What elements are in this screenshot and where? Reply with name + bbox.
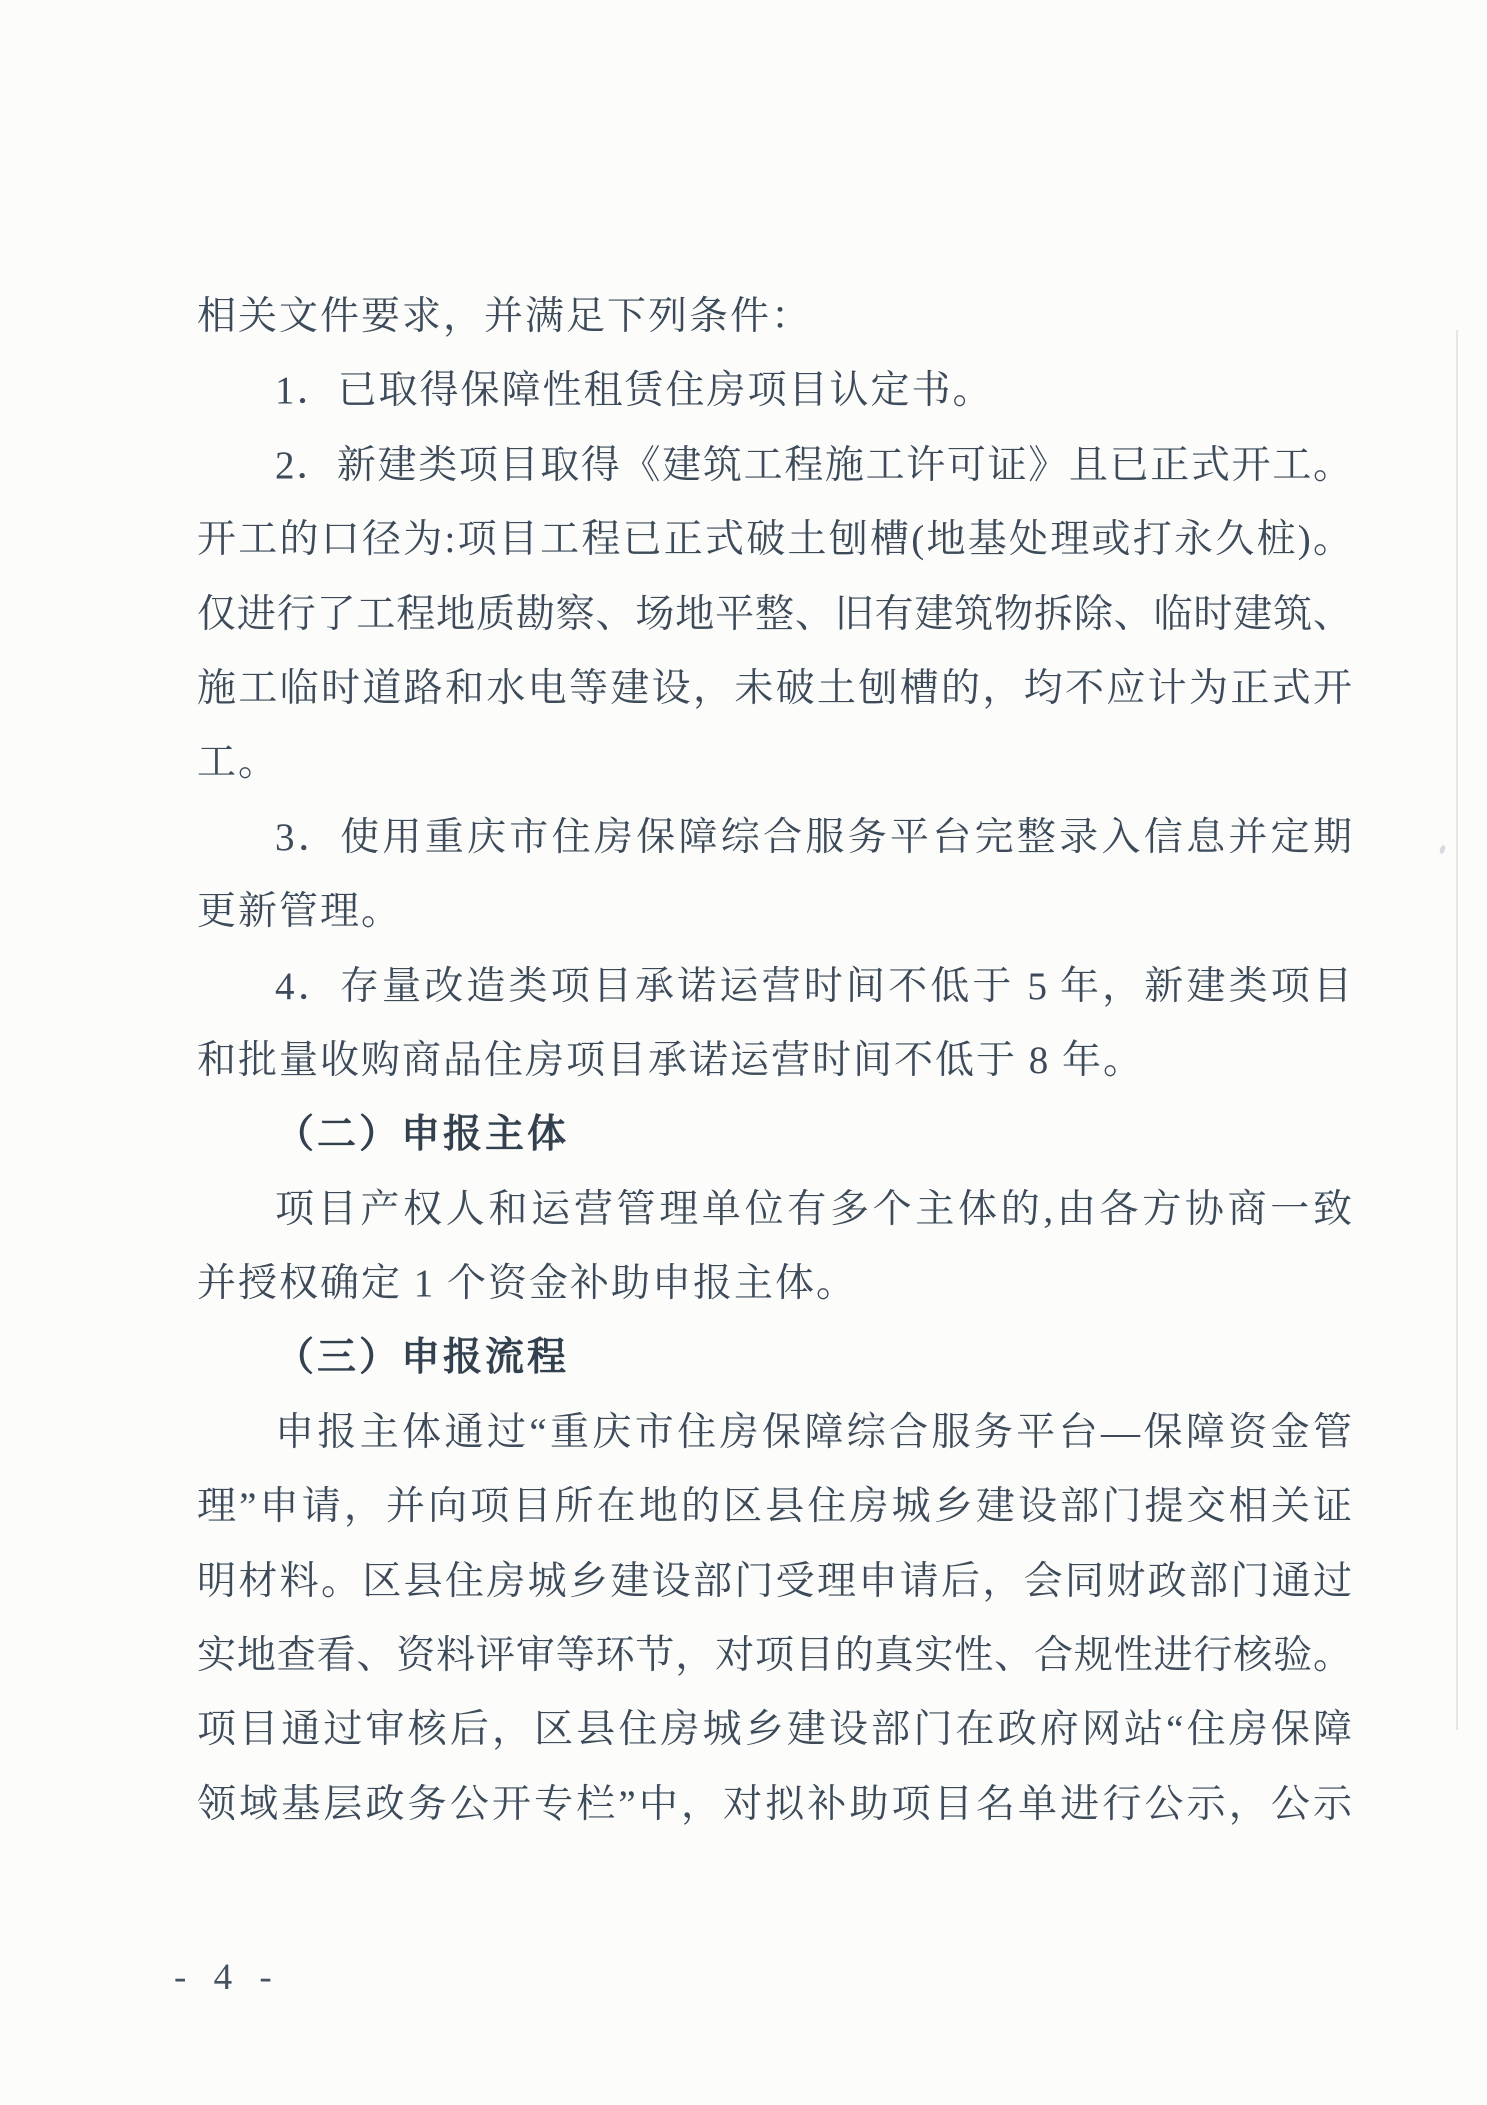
text-line: 申报主体通过“重庆市住房保障综合服务平台—保障资金管 bbox=[275, 1410, 1352, 1454]
text-line: 施工临时道路和水电等建设，未破土刨槽的，均不应计为正式开 bbox=[197, 666, 1352, 710]
text-line: 项目通过审核后，区县住房城乡建设部门在政府网站“住房保障 bbox=[197, 1708, 1352, 1752]
text-line: 并授权确定 1 个资金补助申报主体。 bbox=[197, 1262, 858, 1306]
text-line: 实地查看、资料评审等环节，对项目的真实性、合规性进行核验。 bbox=[197, 1634, 1352, 1678]
text-line: 和批量收购商品住房项目承诺运营时间不低于 8 年。 bbox=[197, 1038, 1145, 1082]
list-item-1: 1．已取得保障性租赁住房项目认定书。 bbox=[275, 369, 994, 413]
text-line: 项目产权人和运营管理单位有多个主体的,由各方协商一致 bbox=[275, 1187, 1352, 1231]
section-heading-declaring-process: （三）申报流程 bbox=[275, 1336, 570, 1380]
scan-artifact-line bbox=[1456, 330, 1458, 1730]
text-line: 开工的口径为:项目工程已正式破土刨槽(地基处理或打永久桩)。 bbox=[197, 518, 1352, 562]
list-item-4: 4．存量改造类项目承诺运营时间不低于 5 年，新建类项目 bbox=[275, 964, 1352, 1008]
text-line: 明材料。区县住房城乡建设部门受理申请后，会同财政部门通过 bbox=[197, 1559, 1352, 1603]
scan-artifact-speck bbox=[1439, 844, 1447, 854]
text-line: 仅进行了工程地质勘察、场地平整、旧有建筑物拆除、临时建筑、 bbox=[197, 592, 1352, 636]
text-line: 相关文件要求，并满足下列条件： bbox=[197, 295, 813, 338]
section-heading-declaring-subject: （二）申报主体 bbox=[275, 1113, 570, 1157]
document-body bbox=[197, 280, 1352, 1842]
text-line: 工。 bbox=[197, 741, 280, 785]
text-line: 领域基层政务公开专栏”中，对拟补助项目名单进行公示，公示 bbox=[197, 1782, 1352, 1826]
text-line: 理”申请，并向项目所在地的区县住房城乡建设部门提交相关证 bbox=[197, 1485, 1352, 1529]
list-item-2: 2．新建类项目取得《建筑工程施工许可证》且已正式开工。 bbox=[275, 443, 1352, 487]
text-line: 更新管理。 bbox=[197, 890, 403, 934]
page-number: - 4 - bbox=[174, 1957, 274, 1998]
list-item-3: 3．使用重庆市住房保障综合服务平台完整录入信息并定期 bbox=[275, 815, 1352, 859]
